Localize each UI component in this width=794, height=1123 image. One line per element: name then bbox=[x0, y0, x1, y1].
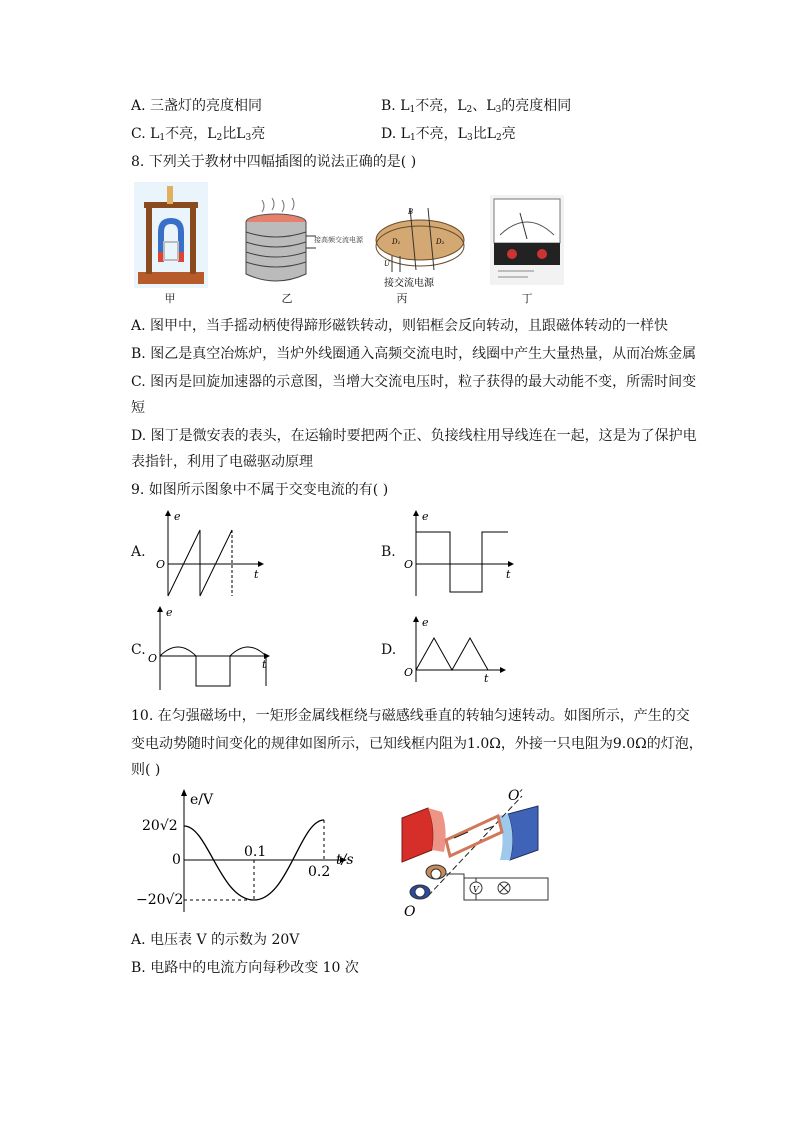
q10-stem-line1: 10. 在匀强磁场中，一矩形金属线框绕与磁感线垂直的转轴匀速转动。如图所示，产生的交 bbox=[131, 708, 690, 724]
q9-stem: 9. 如图所示图象中不属于交变电流的有( ) bbox=[131, 482, 389, 498]
q10-option-a: A. 电压表 V 的示数为 20V bbox=[131, 932, 300, 948]
q8-option-d-cont: 表指针，利用了电磁驱动原理 bbox=[131, 454, 313, 470]
svg-text:e: e bbox=[166, 606, 173, 619]
svg-text:O: O bbox=[404, 558, 414, 571]
cyclotron-label: 接交流电源 bbox=[384, 278, 434, 289]
q8-option-c: C. 图丙是回旋加速器的示意图，当增大交流电压时，粒子获得的最大动能不变，所需时间变 bbox=[131, 374, 697, 390]
svg-text:D₂: D₂ bbox=[436, 238, 445, 246]
svg-text:e: e bbox=[422, 510, 429, 523]
q10-generator-diagram bbox=[398, 788, 558, 920]
q9-graph-b-square bbox=[400, 508, 520, 600]
svg-text:O′: O′ bbox=[508, 788, 523, 804]
svg-text:V: V bbox=[473, 885, 479, 894]
q10-option-b: B. 电路中的电流方向每秒改变 10 次 bbox=[131, 960, 359, 976]
svg-text:0.1: 0.1 bbox=[244, 844, 267, 860]
svg-text:−20√2: −20√2 bbox=[136, 892, 184, 908]
svg-text:t: t bbox=[506, 568, 511, 581]
q7-option-c: C. $L_1$不亮，$L_2$比$L_3$亮 bbox=[131, 126, 266, 143]
q9-graph-c-half-sine bbox=[144, 604, 274, 694]
caption-ding: 丁 bbox=[521, 292, 533, 305]
q9-label-d: D. bbox=[381, 642, 397, 658]
svg-text:O: O bbox=[404, 666, 414, 679]
q10-stem-line3: 则( ) bbox=[131, 762, 161, 778]
figure-jia-rotating-magnet bbox=[134, 182, 208, 288]
figure-ding-microammeter bbox=[490, 195, 564, 285]
svg-text:O: O bbox=[148, 652, 158, 665]
svg-text:e: e bbox=[422, 616, 429, 629]
caption-jia: 甲 bbox=[164, 292, 176, 305]
q8-stem: 8. 下列关于教材中四幅插图的说法正确的是( ) bbox=[131, 154, 417, 170]
svg-text:t: t bbox=[484, 672, 489, 685]
svg-text:D₁: D₁ bbox=[392, 238, 401, 246]
svg-text:20√2: 20√2 bbox=[142, 818, 178, 834]
svg-text:0.2: 0.2 bbox=[308, 864, 331, 880]
q9-graph-d-triangle bbox=[400, 614, 510, 686]
svg-text:O: O bbox=[156, 558, 166, 571]
svg-text:t: t bbox=[262, 658, 267, 671]
caption-yi: 乙 bbox=[281, 292, 293, 305]
q8-option-a: A. 图甲中，当手摇动柄使得蹄形磁铁转动，则铝框会反向转动，且跟磁体转动的一样快 bbox=[131, 318, 669, 334]
svg-text:e/V: e/V bbox=[190, 792, 214, 808]
q9-label-a: A. bbox=[131, 544, 146, 560]
q10-stem-line2: 变电动势随时间变化的规律如图所示，已知线框内阻为1.0Ω，外接一只电阻为9.0Ω的灯泡， bbox=[131, 736, 703, 752]
figure-yi-induction-furnace bbox=[232, 196, 363, 284]
caption-bing: 丙 bbox=[396, 292, 408, 305]
q7-option-a: A. 三盏灯的亮度相同 bbox=[131, 98, 263, 114]
q7-option-d: D. $L_1$不亮，$L_3$比$L_2$亮 bbox=[381, 126, 516, 143]
svg-text:B: B bbox=[408, 208, 414, 216]
figure-bing-cyclotron bbox=[370, 200, 470, 290]
q8-option-c-cont: 短 bbox=[131, 400, 145, 416]
svg-text:t: t bbox=[254, 568, 259, 581]
svg-text:O: O bbox=[404, 904, 416, 920]
svg-text:e: e bbox=[174, 510, 181, 523]
furnace-label: 接高频交流电源 bbox=[314, 236, 363, 244]
svg-text:U: U bbox=[384, 260, 390, 268]
q8-option-d: D. 图丁是微安表的表头，在运输时要把两个正、负接线柱用导线连在一起，这是为了保护电 bbox=[131, 428, 697, 444]
q8-option-b: B. 图乙是真空冶炼炉，当炉外线圈通入高频交流电时，线圈中产生大量热量，从而冶炼金属 bbox=[131, 346, 697, 362]
q9-label-c: C. bbox=[131, 642, 146, 658]
q10-emf-graph bbox=[136, 786, 376, 916]
q7-option-b: B. $L_1$不亮，$L_2$、$L_3$的亮度相同 bbox=[381, 98, 572, 115]
svg-text:0: 0 bbox=[172, 852, 181, 868]
q9-graph-a-sawtooth bbox=[150, 508, 270, 600]
svg-text:t/s: t/s bbox=[336, 852, 354, 868]
q9-label-b: B. bbox=[381, 544, 396, 560]
